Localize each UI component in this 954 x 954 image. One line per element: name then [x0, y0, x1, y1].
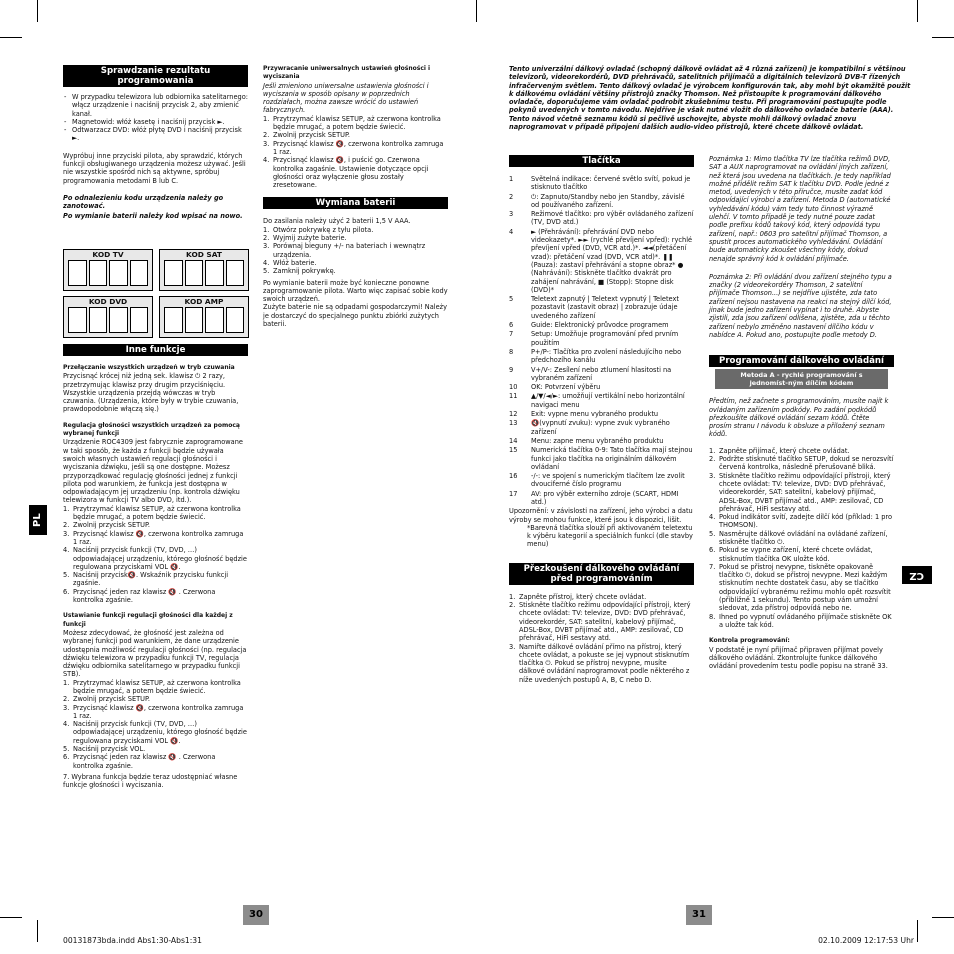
key-number: 14 [509, 436, 518, 445]
vol-steps [63, 505, 248, 605]
code-cells [64, 307, 152, 333]
key-description: Režimové tlačítko: pro výběr ovládaného zařízení (TV, DVD atd.) [531, 210, 694, 227]
list-item: 5. Nasměrujte dálkové ovládání na ovládané zařízení, stiskněte tlačítko ⏻. [709, 529, 888, 546]
code-box-label: KOD DVD [88, 297, 128, 306]
key-description: ▲/▼/◄/►: umožňují vertikální nebo horizontální navigaci menu [531, 392, 685, 409]
key-description: Exit: vypne menu vybraného produktu [531, 410, 659, 419]
list-item: 4. Pokud indikátor svítí, zadejte dílčí kód (příklad: 1 pro THOMSON). [709, 513, 893, 530]
key-row [509, 419, 694, 436]
code-cells [64, 260, 152, 286]
key-number: 15 [509, 446, 518, 455]
key-number: 1 [509, 175, 514, 183]
note: Poznámka 1: Mimo tlačítka TV lze tlačítka režimů DVD, SAT a AUX naprogramovat na ovládání jiných zařízení, než která jsou uvedena na tlačítkách. Je tedy například možné přidělit režim SAT k tlačítku DVD. Podle jedné z metod, uvedených v této příručce, musíte zadat kód odpovídající výrobci a zařízení. Metoda D (automatické vyhledávání kódu) vám tedy tuto činnost výrazně ulehčí. V tomto případě je tedy nutné pouze zadat podle prefixu kódů takový kód, který odpovídá typu zařízení, např.: 0603 pro satelitní přijímač Thomson, a spustit proces automatického vyhledávání. Ovládání bude automaticky zkoušet všechny kódy, dokud nenajde správný kód k ovládání přijímače. [709, 155, 891, 263]
paragraph: Předtím, než začnete s programováním, musíte najít k ovládaným zařízením podkódy. Po zadání podkódů přezkoušíte dálkové ovládání sezam kódů. Čtěte prosím stranu I návodu k obsluze a přiložený seznam kódů. [709, 397, 889, 439]
section-header: Přezkoušení dálkového ovládání před programováním [509, 563, 694, 585]
key-row [509, 330, 694, 347]
section-header: Inne funkcje [63, 344, 248, 356]
key-number: 13 [509, 419, 518, 428]
list-item: 1. Otwórz pokrywkę z tyłu pilota. [263, 225, 374, 234]
key-number: 9 [509, 365, 514, 374]
key-number: 6 [509, 321, 514, 330]
key-row [509, 490, 694, 507]
key-description: P+/P-: Tlačítka pro zvolení následujícího nebo předchozího kanálu [531, 347, 682, 365]
key-row [509, 210, 694, 227]
key-row [509, 472, 694, 489]
cz-column-2 [709, 155, 894, 673]
list-item: 3. Przycisnąć klawisz 🔇, czerwona kontrolka zamruga 1 raz. [63, 703, 244, 720]
keys-list [509, 175, 694, 506]
key-description: ⏻: Zapnuto/Standby nebo jen Standby, závislé od používaného zařízení. [531, 192, 685, 209]
key-description: AV: pro výběr externího zdroje (SCART, HDMI atd.) [531, 489, 679, 506]
language-tab-cz: CZ [902, 566, 932, 584]
crop-mark [0, 37, 22, 38]
paragraph: Jeśli zmieniono uniwersalne ustawienia głośności i wyciszania w sposób opisany w poprzednich rozdziałach, można zawsze wrócić do ustawień fabrycznych. [263, 81, 429, 115]
list-item: 3. Stiskněte tlačítko režimu odpovídající přístroji, který chcete ovládat: TV: televize, DVD: DVD přehrávač, videorekordér, SAT: satelitní, kabelový přijímač, ADSL-Box, DVBT přijímač atd., AMP: zesilovač, CD přehrávač, HiFi sestavy atd. [709, 471, 891, 513]
crop-mark [0, 917, 22, 918]
code-cells [160, 307, 248, 333]
code-box-tv[interactable] [63, 249, 153, 291]
paragraph: V podstatě je nyní přijímač připraven přijímat povely dálkového ovládání. Zkontrolujte funkce dálkového ovládání provedením testu podle popisu na straně 33. [709, 645, 888, 671]
list-item: 1. Przytrzymać klawisz SETUP, aż czerwona kontrolka będzie mrugać, a potem będzie świecić. [63, 504, 241, 522]
list-item: 6. Przycisnąć jeden raz klawisz 🔇 . Czerwona kontrolka zgaśnie. [63, 753, 216, 770]
reset-steps [263, 115, 448, 190]
list-item: 1. Zapněte přístroj, který chcete ovládat. [509, 592, 647, 601]
key-row [509, 321, 694, 329]
page-number: 30 [243, 905, 269, 925]
crop-mark [37, 0, 38, 22]
cz-intro: Tento univerzální dálkový ovladač (schopný dálkově ovládat až 4 různá zařízení) je kompatibilní s většinou televizorů, videorekordérů, DVD přehrávačů, satelitních přijímačů a digitálních televizorů DVB-T řízených infračerveným světlem. Tento dálkový ovladač je výrobcem konfigurován tak, aby mohl být okamžitě použit k dálkovému ovládání většiny přístrojů značky Thomson. Než přistoupíte k programování dálkového ovladače, doporučujeme vám ovladač podrobit zkušebnímu testu. Při programování postupujte podle pokynů uvedených v tomto návodu. Nejdříve je však nutné vložit do dálkového ovladače baterie (AAA). Tento návod včetně seznamu kódů si pečlivě uschovejte, abyste mohli dálkový ovladač znovu naprogramovat v případě připojení dalších audio-video přístrojů, které chcete dálkově ovládat. [509, 65, 911, 132]
code-box-dvd[interactable] [63, 296, 153, 338]
key-row [509, 383, 694, 391]
prog-steps [709, 447, 894, 630]
list-item: 6. Przycisnąć jeden raz klawisz 🔇 . Czerwona kontrolka zgaśnie. [63, 587, 216, 605]
key-description: Světelná indikace: červené světlo svítí, pokud je stisknuto tlačítko [531, 175, 691, 192]
paragraph: Upozornění: v závislosti na zařízení, jeho výrobci a datu výroby se mohou funkce, které jsou k dispozici, lišit. [509, 507, 693, 524]
paragraph: Po wymianie baterii może być konieczne ponowne zaprogramowanie pilota. Warto więc zapisać sobie kody swoich urządzeń. [263, 278, 448, 304]
key-number: 10 [509, 383, 518, 392]
key-description: Guide: Elektronický průvodce programem [531, 321, 669, 330]
key-number: 11 [509, 392, 518, 401]
key-description: ► (Přehrávání): přehrávání DVD nebo videokazety*. ►► (rychlé převíjení vpřed): rychlé převíjení vpřed (DVD, VCR atd.)*. ◄◄(přetáčení vzad): přetáčení vzad (DVD, VCR atd)*. ❚❚ (Pauza): zastaví přehrávání a stopne obraz* ● (Nahrávání): Stiskněte tlačítko dvakrát pro zahájení nahrávání, ■ (Stopp): Stopne disk (DVD)* [531, 227, 693, 294]
list-item: 1. Przytrzymać klawisz SETUP, aż czerwona kontrolka będzie mrugać, a potem będzie świecić. [263, 114, 441, 132]
key-description: 🔇(vypnutí zvuku): vypne zvuk vybraného zařízení [531, 419, 670, 436]
note: Po wymianie baterii należy kod wpisać na nowo. [63, 211, 243, 220]
paragraph: Przycisnąć krócej niż jedną sek. klawisz ⏻ 2 razy, przetrzymując klawisz przy drugim przyciśnięciu. Wszystkie urządzenia przejdą wówczas w tryb czuwania. (Urządzenia, które były w trybie czuwania, prawdopodobnie włączą się.) [63, 372, 239, 414]
key-description: -/-: ve spojení s numerickým tlačítem lze zvolit dvouciferné číslo programu [531, 472, 685, 489]
list-item: 3. Porównaj bieguny +/- na bateriach i wewnątrz urządzenia. [263, 242, 426, 259]
code-box-label: KOD AMP [184, 297, 224, 306]
list-item: 5. Naciśnij przycisk🔇. Wskaźnik przycisku funkcji zgaśnie. [63, 571, 229, 588]
pl-column-2 [263, 65, 448, 331]
test-steps [509, 593, 694, 684]
crop-mark [37, 920, 38, 942]
list-item: 4. Naciśnij przycisk funkcji (TV, DVD, …) odpowiadającej urządzeniu, którego głośność będzie regulowana przyciskami VOL 🔇. [63, 720, 247, 745]
list-item: 7. Pokud se přístroj nevypne, tiskněte opakovaně tlačítko ⏻, dokud se přístroj nevypne. Mezi každým stisknutím nechte dostatek času, aby se tlačítko odpovídající vybranému režimu mohlo opět rozsvítit (přibližně 1 sekundu). Tento postup vám umožní sledovat, zda přístroj odpovídá nebo ne. [709, 562, 891, 613]
key-number: 5 [509, 295, 514, 304]
key-number: 7 [509, 330, 514, 339]
key-description: Setup: Umožňuje programování před prvním použitím [531, 330, 679, 347]
list-item: 8. Ihned po vypnutí ovládaného přijímače stiskněte OK a uložte tak kód. [709, 612, 892, 629]
pl-column-1-lower [63, 344, 248, 793]
note: Po odnalezieniu kodu urządzenia należy go zanotować. [63, 193, 224, 211]
key-row [509, 348, 694, 365]
key-number: 2 [509, 192, 514, 201]
list-item: 4. Włóż baterie. [263, 258, 317, 267]
paragraph: Wypróbuj inne przyciski pilota, aby sprawdzić, których funkcji obsługiwanego urządzenia możesz używać. Jeśli nie wszystkie spośród nich są aktywne, spróbuj programowania metodami B lub C. [63, 151, 246, 185]
method-subheader: Metoda A - rychlé programování s jednomíst-ným dílčím kódem [715, 369, 888, 389]
list-item: 1. Zapněte přijímač, který chcete ovládat. [709, 446, 850, 455]
footer-file: 00131873bda.indd Abs1:30-Abs1:31 [63, 936, 202, 945]
battery-steps [263, 226, 448, 276]
crop-mark [932, 37, 954, 38]
list-item: - Odtwarzacz DVD: włóż płytę DVD i naciśnij przycisk ►. [63, 126, 248, 143]
list-item: - W przypadku telewizora lub odbiornika satelitarnego: włącz urządzenie i naciśnij przycisk 2, aby zmienić kanał. [63, 93, 248, 118]
code-box-sat[interactable] [159, 249, 249, 291]
code-box-label: KOD TV [92, 250, 124, 259]
crop-mark [917, 0, 918, 22]
paragraph: Urządzenie ROC4309 jest fabrycznie zaprogramowane w taki sposób, że każda z funkcji będzie używała swoich własnych ustawień regulacji głośności i wyciszania dźwięku, jeśli są one dostępne. Możesz przyporządkować regulację głośności jednej z funkcji pilota pod warunkiem, że funkcja jest dostępna w odpowiadającym jej urządzeniu (np. kontrola dźwięku telewizora w funkcji TV albo DVD, itd.). [63, 438, 243, 505]
list-item: - Magnetowid: włóż kasetę i naciśnij przycisk ►. [63, 118, 248, 126]
ind-steps [63, 679, 248, 770]
language-tab-pl: PL [29, 505, 47, 535]
key-number: 3 [509, 210, 514, 219]
crop-mark [476, 0, 477, 22]
list-item: 2. Zwolnij przycisk SETUP. [263, 131, 351, 140]
pl-column-1 [63, 65, 248, 223]
section-header: Programování dálkového ovládání [709, 355, 894, 367]
cz-column-1 [509, 155, 694, 687]
key-number: 16 [509, 472, 518, 481]
crop-mark [932, 917, 954, 918]
list-item: 1. Przytrzymać klawisz SETUP, aż czerwona kontrolka będzie mrugać, a potem będzie świecić. [63, 678, 241, 695]
list-item: 4. Przycisnąć klawisz 🔇, i puścić go. Czerwona kontrolka zagaśnie. Ustawienie dotyczące opcji głośności oraz wyłączenie głosu zostały zresetowane. [263, 156, 429, 190]
section-header: Sprawdzanie rezultatu programowania [63, 65, 248, 87]
subheading: Przywracanie uniwersalnych ustawień głośności i wyciszania [263, 65, 431, 81]
note: Poznámka 2: Při ovládání dvou zařízení stejného typu a značky (2 videorekordéry Thomson, 2 satelitní přijímače Thomson...) se nejdříve ujistěte, zda tato zařízení nejsou nastavena na reakci na stejný dílčí kód, jinak bude jedno zařízení vypínat i to druhé. Abyste zjistili, zda jsou zařízení odlišena, zjistěte, zda u těchto zařízení nebylo změněno nastavení dílčího kódu v nabídce A. Pokud ano, postupujte podle metody D. [709, 272, 892, 339]
key-description: V+/V-: Zesílení nebo ztlumení hlasitosti na vybraném zařízení [531, 365, 672, 382]
list-item: 2. Zwolnij przycisk SETUP. [63, 521, 151, 530]
paragraph: Do zasilania należy użyć 2 baterii 1,5 V AAA. [263, 217, 411, 226]
subheading: Kontrola programování: [709, 637, 790, 645]
list-item: 2. Podržte stisknuté tlačítko SETUP, dokud se nerozsvítí červená kontrolka, následně přerušovaně bliká. [709, 455, 894, 472]
subheading: Ustawianie funkcji regulacji głośności dla każdej z funkcji [63, 612, 233, 628]
key-row [509, 446, 694, 471]
key-description: Teletext zapnutý | Teletext vypnutý | Teletext pozastavit (zastavit obraz) | zobrazuje údaje uvedeného zařízení [531, 295, 679, 320]
subheading: Przełączanie wszystkich urządzeń w tryb czuwania [63, 364, 235, 371]
paragraph: 7. Wybrana funkcja będzie teraz udostępniać własne funkcje głośności i wyciszania. [63, 772, 238, 790]
list-item: 3. Przycisnąć klawisz 🔇, czerwona kontrolka zamruga 1 raz. [63, 529, 244, 546]
key-number: 17 [509, 489, 518, 498]
list-item: 3. Namiřte dálkové ovládání přímo na přístroj, který chcete ovládat, a pokuste se jej vypnout stisknutím tlačítka ⏻. Pokud se přístroj nevypne, musíte dálkové ovládání naprogramovat podle některého z níže uvedených postupů A, B, C nebo D. [509, 642, 690, 684]
crop-mark [917, 920, 918, 942]
paragraph: Zużyte baterie nie są odpadami gospodarczymi! Należy je dostarczyć do specjalnego punktu zbiórki zużytych baterii. [263, 303, 447, 329]
code-box-label: KOD SAT [186, 250, 222, 259]
list-item: 5. Zamknij pokrywkę. [263, 267, 336, 276]
list-item: 2. Stiskněte tlačítko režimu odpovídající přístroji, který chcete ovládat: TV: televize, DVD: DVD přehrávač, videorekordér, SAT: satelitní, kabelový přijímač, ADSL-Box, DVBT přijímač atd., AMP: zesilovač, CD přehrávač, HiFi sestavy atd. [509, 601, 691, 643]
key-row [509, 228, 694, 294]
list-item: 2. Zwolnij przycisk SETUP. [63, 695, 151, 704]
paragraph: *Barevná tlačítka slouží při aktivovaném teletextu k výběru kategorií a speciálních funkcí (dle stavby menu) [527, 523, 693, 549]
key-row [509, 437, 694, 445]
subheading: Regulacja głośności wszystkich urządzeń za pomocą wybranej funkcji [63, 421, 240, 438]
key-description: OK: Potvrzení výběru [531, 383, 601, 392]
key-number: 8 [509, 347, 514, 356]
list-item: 3. Przycisnąć klawisz 🔇, czerwona kontrolka zamruga 1 raz. [263, 139, 444, 156]
key-number: 12 [509, 410, 518, 419]
list-item: 2. Wyjmij zużyte baterie. [263, 234, 347, 243]
key-row [509, 392, 694, 409]
key-description: Numerická tlačítka 0-9: Tato tlačítka mají stejnou funkci jako tlačítka na originálním dálkovém ovládaní [531, 446, 693, 471]
paragraph: Możesz zdecydować, że głośność jest zależna od wybranej funkcji pod warunkiem, że dane urządzenie udostępnia możliwość regulacji głośności (np. regulacja dźwięku telewizora w przypadku funkcji TV, regulacja dźwięku odbiornika satelitarnego w przypadku funkcji STB). [63, 628, 247, 679]
key-row [509, 193, 694, 210]
list-item: 6. Pokud se vypne zařízení, které chcete ovládat, stisknutím tlačítka OK uložte kód. [709, 546, 873, 563]
footer-date: 02.10.2009 12:17:53 Uhr [818, 936, 914, 945]
key-row [509, 366, 694, 383]
code-cells [160, 260, 248, 286]
page-number: 31 [686, 905, 712, 925]
code-box-amp[interactable] [159, 296, 249, 338]
list-item: 5. Naciśnij przycisk VOL. [63, 745, 146, 754]
key-number: 4 [509, 227, 514, 236]
list-item: 4. Naciśnij przycisk funkcji (TV, DVD, …) odpowiadającej urządzeniu, którego głośność będzie regulowana przyciskami VOL 🔇. [63, 546, 247, 571]
section-header: Tlačítka [509, 155, 694, 167]
check-list [63, 93, 248, 143]
key-description: Menu: zapne menu vybraného produktu [531, 436, 664, 445]
key-row [509, 175, 694, 192]
section-header: Wymiana baterii [263, 197, 448, 209]
key-row [509, 410, 694, 418]
key-row [509, 295, 694, 320]
